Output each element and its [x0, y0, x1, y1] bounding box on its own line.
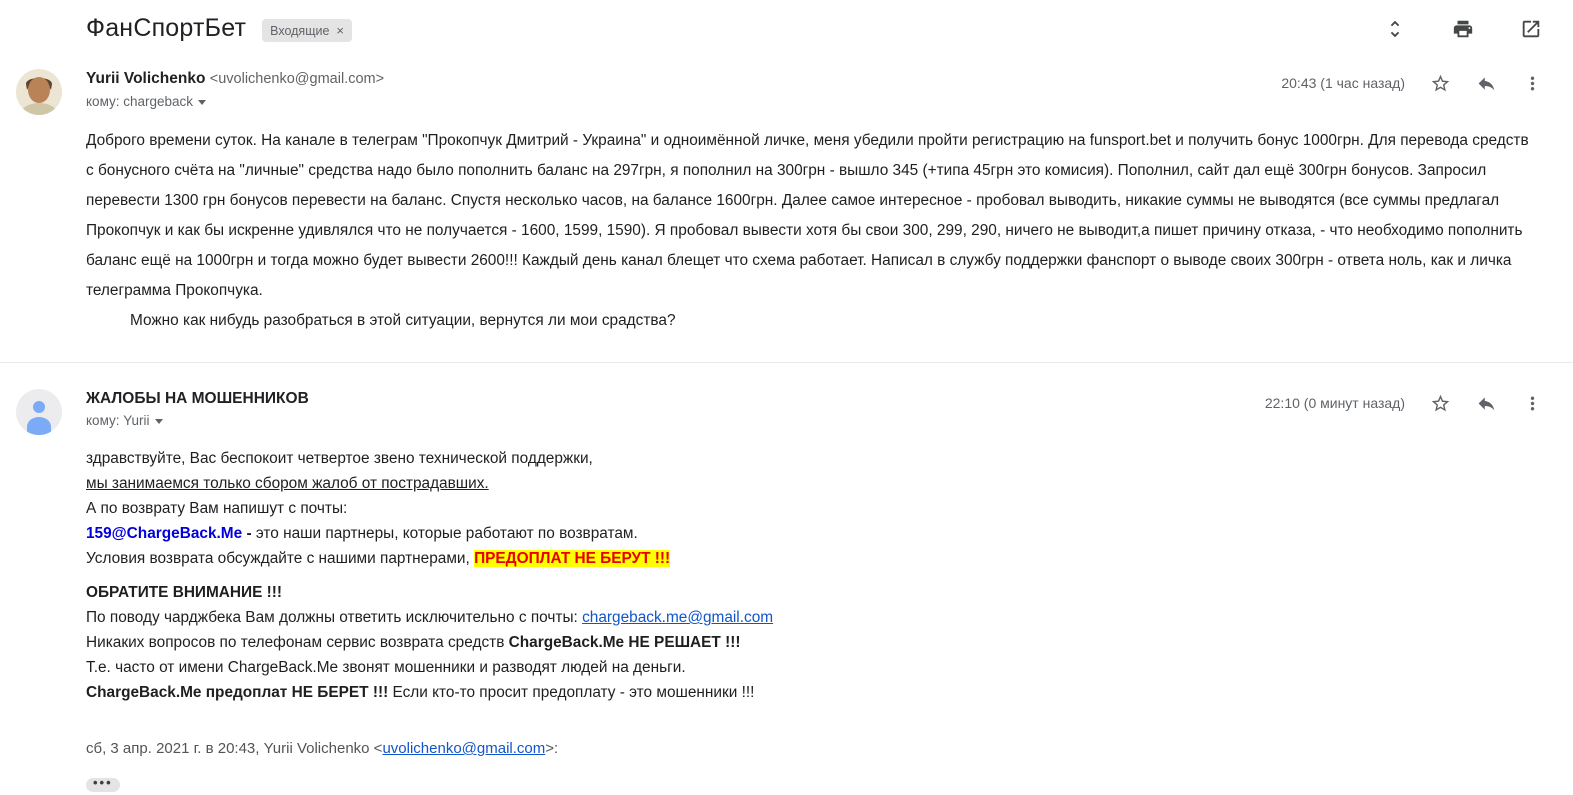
quoted-message-attribution [86, 736, 1536, 761]
prepay-rest: Если кто-то просит предоплату - это мошенники !!! [388, 684, 755, 701]
thread-subject: ФанСпортБет [86, 14, 247, 42]
no-prepay-highlight: ПРЕДОПЛАТ НЕ БЕРУТ !!! [474, 550, 671, 567]
partner-email-link[interactable]: 159@ChargeBack.Me [86, 525, 243, 542]
email-2-meta [1265, 389, 1543, 414]
email-1-body [86, 126, 1536, 336]
show-trimmed-content-button[interactable]: ••• [86, 778, 120, 792]
inbox-label-text: Входящие [270, 23, 330, 38]
email-message-1 [0, 43, 1573, 336]
quoted-sender-email-link[interactable]: uvolichenko@gmail.com [382, 740, 546, 757]
chevron-down-icon [155, 419, 163, 424]
attention-heading: ОБРАТИТЕ ВНИМАНИЕ !!! [86, 584, 283, 601]
terms-line [86, 546, 1536, 571]
printer-icon[interactable] [1451, 17, 1475, 41]
chevron-down-icon [198, 100, 206, 105]
scammers-line: Т.е. часто от имени ChargeBack.Me звонят мошенники и разводят людей на деньги. [86, 659, 686, 676]
recipient-label: кому: Yurii [86, 413, 150, 428]
email-1-question: Можно как нибудь разобраться в этой ситуации, вернутся ли мои срадства? [130, 312, 676, 329]
remove-label-icon[interactable]: × [336, 23, 345, 38]
subject-row [0, 0, 1573, 43]
chargeback-email-link[interactable]: chargeback.me@gmail.com [582, 609, 774, 626]
quote-start: сб, 3 апр. 2021 г. в 20:43, Yurii Volichenko < [86, 740, 383, 757]
greeting-line: здравствуйте, Вас беспокоит четвертое звено технической поддержки, [86, 450, 593, 467]
email-1-paragraph: Доброго времени суток. На канале в телеграм "Прокопчук Дмитрий - Украина" и одноимённой личке, меня убедили пройти регистрацию на funsport.bet и получить бонус 1000грн. Для перевода средств с бонусного счёта на "личные" средства надо было пополнить баланс на 297грн, я пополнил на 300грн - вышло 345 (+типа 45грн это комисия). Пополнил, сайт дал ещё 300грн бонусов. Запросил перевести 1300 грн бонусов перевести на баланс. Спустя несколько часов, на балансе 1600грн. Далее самое интересное - пробовал выводить, никакие суммы не выводятся (все суммы предлагал Прокопчук и как бы искренне удивлялся что не получается - 1600, 1599, 1590). Я пробовал вывести хотя бы свои 300, 299, 290, ничего не выводит,а пишет причину отказа, - что необходимо пополнить баланс ещё на 1000грн и тогда можно будет вывести 2600!!! Каждый день канал блещет что схема работает. Написал в службу поддержки фанспорт о выводе своих 300грн - ответа ноль, как и личка телеграмма Прокопчука. [86, 132, 1529, 299]
phones-line [86, 630, 1536, 655]
email-1-meta [1281, 69, 1543, 94]
timestamp: 22:10 (0 минут назад) [1264, 395, 1405, 411]
sender-avatar-photo[interactable] [16, 69, 62, 115]
terms-start: Условия возврата обсуждайте с нашими партнерами, [86, 550, 475, 567]
partner-rest: это наши партнеры, которые работают по возвратам. [255, 525, 638, 542]
email-message-2 [0, 363, 1573, 795]
timestamp: 20:43 (1 час назад) [1281, 75, 1405, 91]
chargeback-start: По поводу чарджбека Вам должны ответить исключительно с почты: [86, 609, 583, 626]
more-options-icon[interactable] [1521, 72, 1543, 94]
phones-start: Никаких вопросов по телефонам сервис возврата средств [86, 634, 509, 651]
email-1-header [86, 69, 1543, 111]
prepay-line [86, 680, 1536, 705]
email-2-body [86, 446, 1536, 795]
partner-line [86, 521, 1536, 546]
default-avatar[interactable] [16, 389, 62, 435]
underlined-line: мы занимаемся только сбором жалоб от пострадавших. [86, 475, 489, 492]
prepay-bold: ChargeBack.Me предоплат НЕ БЕРЕТ !!! [86, 684, 389, 701]
refund-intro-line: А по возврату Вам напишут с почты: [86, 500, 348, 517]
recipient-dropdown[interactable] [86, 94, 206, 109]
inbox-label[interactable] [262, 19, 352, 42]
recipient-label: кому: chargeback [86, 94, 194, 109]
reply-icon[interactable] [1475, 72, 1497, 94]
star-icon[interactable] [1429, 72, 1451, 94]
reply-icon[interactable] [1475, 392, 1497, 414]
partner-dash: - [242, 525, 256, 542]
star-icon[interactable] [1429, 392, 1451, 414]
sender-email: <uvolichenko@gmail.com> [209, 71, 385, 87]
phones-bold: ChargeBack.Me НЕ РЕШАЕТ !!! [508, 634, 741, 651]
sender-name: ЖАЛОБЫ НА МОШЕННИКОВ [86, 390, 309, 407]
email-2-header [86, 389, 1543, 430]
sender-name: Yurii Volichenko [86, 70, 206, 87]
expand-all-icon[interactable] [1383, 17, 1407, 41]
chargeback-line [86, 605, 1536, 630]
recipient-dropdown[interactable] [86, 413, 163, 428]
more-options-icon[interactable] [1521, 392, 1543, 414]
thread-toolbar [1339, 17, 1543, 41]
open-in-new-icon[interactable] [1519, 17, 1543, 41]
quote-end: >: [545, 740, 559, 757]
